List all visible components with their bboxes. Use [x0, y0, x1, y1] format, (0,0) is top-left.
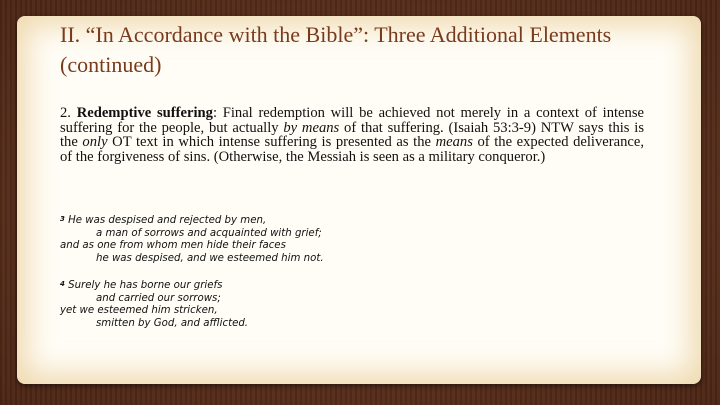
point-heading: Redemptive suffering — [76, 105, 213, 121]
point-text-1: : Final redemption will be achieved not merely in a context of intense suffering for the people, but actually — [60, 105, 644, 136]
verse-line — [60, 278, 520, 293]
verse-text: Surely he has borne our griefs — [68, 280, 223, 291]
verse-number: 4 — [60, 280, 65, 288]
verse-line — [60, 213, 520, 228]
verse-4-block — [60, 278, 520, 330]
verse-line: he was despised, and we esteemed him not. — [96, 252, 324, 264]
body-paragraph — [60, 106, 644, 164]
verse-text: He was despised and rejected by men, — [68, 215, 267, 226]
verse-line: and as one from whom men hide their faces — [60, 240, 286, 251]
point-number: 2. — [60, 105, 71, 121]
verse-line: a man of sorrows and acquainted with grief; — [96, 227, 322, 239]
verse-line: smitten by God, and afflicted. — [96, 317, 249, 329]
point-emphasis-3: means — [435, 134, 473, 151]
point-text-2: of that suffering. (Isaiah 53:3-9) NTW says this is the — [60, 119, 644, 151]
point-emphasis-1: by means — [283, 119, 340, 136]
point-text-4: of the expected deliverance, of the forgiveness of sins. (Otherwise, the Messiah is seen as a military conqueror.) — [60, 134, 644, 165]
verse-3-block — [60, 213, 520, 265]
slide-title: II. “In Accordance with the Bible”: Three Additional Elements (continued) — [60, 22, 612, 77]
verse-line: and carried our sorrows; — [96, 292, 221, 304]
verse-number: 3 — [60, 215, 65, 223]
verse-line: yet we esteemed him stricken, — [60, 305, 218, 316]
point-text-3: OT text in which intense suffering is presented as the — [107, 134, 436, 151]
point-emphasis-2: only — [82, 134, 108, 151]
